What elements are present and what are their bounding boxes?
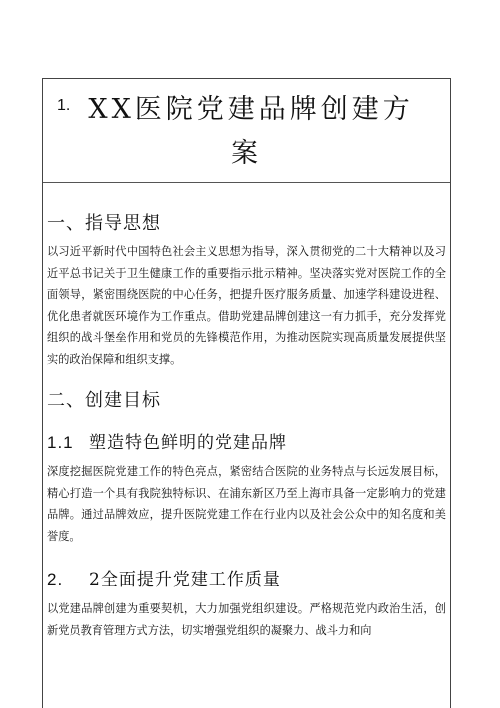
subsection-heading-quality xyxy=(47,565,446,590)
subsection-number: 2. xyxy=(47,570,64,589)
subsection-heading-brand xyxy=(47,428,446,453)
subsection-title: 2全面提升党建工作质量 xyxy=(89,570,281,590)
document-body xyxy=(47,195,446,641)
subsection-paragraph-quality: 以党建品牌创建为重要契机，大力加强党组织建设。严格规范党内政治生活，创新党员教育管理方式方法，切实增强党组织的凝聚力、战斗力和向 xyxy=(47,602,446,637)
section-paragraph-guiding-ideology: 以习近平新时代中国特色社会主义思想为指导，深入贯彻党的二十大精神以及习近平总书记关于卫生健康工作的重要指示批示精神。坚决落实党对医院工作的全面领导，紧密围绕医院的中心任务，把提升医疗服务质量、加速学科建设进程、优化患者就医环境作为工作重点。借助党建品牌创建这一有力抓手，充分发挥党组织的战斗堡垒作用和党员的先锋模范作用，为推动医院实现高质量发展提供坚实的政治保障和组织支撑。 xyxy=(47,245,446,366)
subsection-title: 塑造特色鲜明的党建品牌 xyxy=(89,433,287,453)
title-divider xyxy=(43,182,450,183)
section-heading-guiding-ideology: 一、指导思想 xyxy=(47,213,161,234)
title-number: 1. xyxy=(57,97,71,114)
section-heading-goals: 二、创建目标 xyxy=(47,390,161,411)
document-title xyxy=(57,87,414,126)
subsection-paragraph-brand: 深度挖掘医院党建工作的特色亮点，紧密结合医院的业务特点与长远发展目标，精心打造一个具有我院独特标识、在浦东新区乃至上海市具备一定影响力的党建品牌。通过品牌效应，提升医院党建工作在行业内以及社会公众中的知名度和美誉度。 xyxy=(47,465,446,543)
title-text-line1: XX医院党建品牌创建方 xyxy=(88,94,414,125)
document-frame xyxy=(42,78,451,708)
title-text-line2: 案 xyxy=(231,138,258,169)
subsection-number: 1.1 xyxy=(47,433,74,452)
